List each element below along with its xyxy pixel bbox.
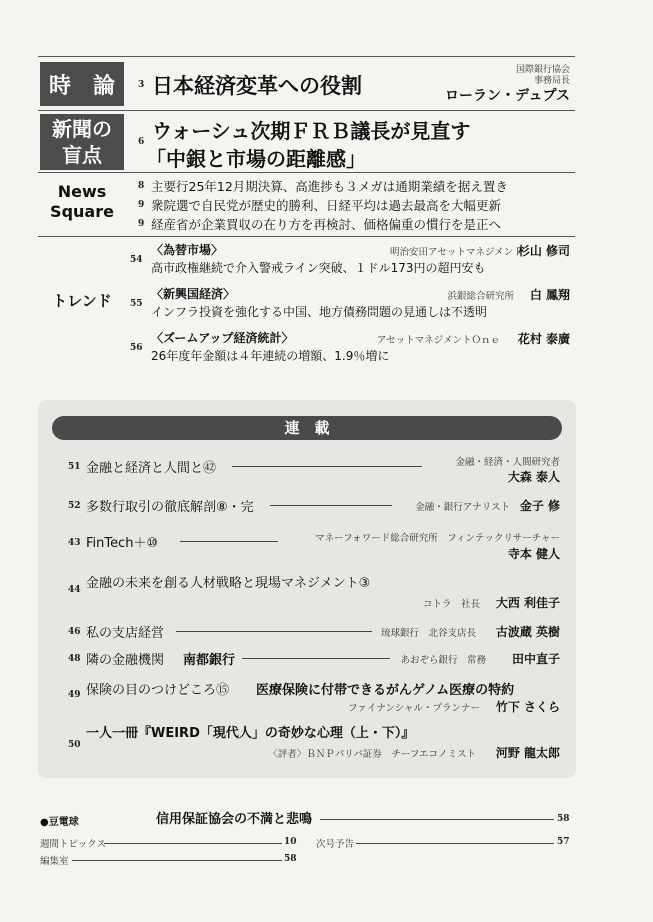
rensai-title-5: 私の支店経営 (86, 626, 165, 641)
jiron-title: 日本経済変革への役割 (152, 73, 362, 98)
trend-author-1: 杉山 修司 (517, 244, 570, 258)
editor-page: 58 (284, 854, 297, 864)
shinbun-label (40, 114, 124, 170)
news-label-2: Square (50, 202, 114, 221)
trend-title-3: 〈ズームアップ経済統計〉 (151, 331, 294, 345)
news-item-3: 経産省が企業買収の在り方を再検討、価格偏重の慣行を是正へ (151, 217, 502, 232)
trend-org-3: アセットマネジメントＯｎｅ (376, 335, 500, 346)
rensai-author-3: 寺本 健人 (507, 547, 560, 561)
rensai-org-8: 〈評者〉ＢＮＰパリバ証券 チーフエコノミスト (268, 749, 476, 760)
news-page-2: 9 (138, 200, 145, 210)
rensai-title-1: 金融と経済と人間と㊷ (86, 461, 217, 476)
rensai-org-4: コトラ 社長 (422, 599, 480, 610)
editor-label: 編集室 (40, 856, 69, 867)
trend-author-2: 白 鳳翔 (529, 288, 570, 302)
topics-page: 10 (284, 837, 297, 847)
rensai-page-3: 43 (68, 538, 81, 548)
leader-line (356, 843, 554, 844)
rensai-author-4: 大西 利佳子 (495, 596, 560, 610)
news-item-1: 主要行25年12月期決算、高進捗も３メガは通期業績を据え置き (151, 179, 508, 194)
shinbun-title-2: 「中銀と市場の距離感」 (146, 147, 366, 171)
news-page-3: 9 (138, 219, 145, 229)
rensai-title-2: 多数行取引の徹底解剖⑧・完 (86, 500, 254, 515)
jiron-page: 3 (138, 80, 145, 90)
rensai-author-5: 古波蔵 英樹 (495, 625, 560, 639)
rensai-subtitle-7: 医療保険に付帯できるがんゲノム医療の特約 (256, 683, 515, 698)
rensai-author-1: 大森 泰人 (507, 470, 560, 484)
news-item-2: 衆院選で自民党が歴史的勝利、日経平均は過去最高を大幅更新 (151, 198, 502, 213)
trend-text-2: インフラ投資を強化する中国、地方債務問題の見通しは不透明 (151, 305, 488, 319)
rensai-title-7: 保険の目のつけどころ⑮ (86, 683, 230, 698)
rensai-page-7: 49 (68, 690, 81, 700)
rensai-title-4: 金融の未来を創る人材戦略と現場マネジメント③ (86, 576, 371, 591)
rensai-page-8: 50 (68, 740, 81, 750)
rensai-org-1: 金融・経済・人間研究者 (455, 457, 560, 468)
rule (38, 236, 575, 237)
rensai-author-2: 金子 修 (519, 499, 560, 513)
news-label (40, 182, 124, 222)
trend-page-2: 55 (130, 299, 143, 309)
trend-org-1: 明治安田アセットマネジメント (390, 247, 523, 258)
leader-line (176, 631, 372, 632)
jiron-label: 時 論 (40, 62, 124, 106)
rensai-org-3: マネーフォワード総合研究所 フィンテックリサーチャー (315, 533, 560, 544)
rensai-subtitle-6: 南都銀行 (183, 653, 236, 668)
rensai-title-8: 一人一冊『WEIRD「現代人」の奇妙な心理（上・下）』 (86, 726, 415, 741)
jiron-role: 事務局長 (533, 76, 570, 86)
rensai-page-2: 52 (68, 501, 81, 511)
leader-line (232, 466, 422, 467)
leader-line (180, 541, 278, 542)
rensai-header: 連 載 (52, 416, 562, 440)
trend-title-1: 〈為替市場〉 (151, 243, 224, 257)
next-label: 次号予告 (316, 839, 355, 850)
leader-line (72, 860, 282, 861)
rule (38, 172, 575, 173)
shinbun-page: 6 (138, 137, 145, 147)
news-label-1: News (57, 182, 107, 201)
trend-label: トレンド (52, 292, 112, 310)
rensai-page-1: 51 (68, 462, 81, 472)
leader-line (242, 658, 390, 659)
shinbun-label-1: 新聞の (52, 117, 112, 141)
rensai-title-3: FinTech＋⑩ (86, 536, 159, 551)
shinbun-title-1: ウォーシュ次期ＦＲＢ議長が見直す (152, 119, 471, 143)
rule (38, 110, 575, 111)
topics-label: 週間トピックス (40, 839, 107, 850)
leader-line (104, 843, 282, 844)
trend-text-1: 高市政権継続で介入警戒ライン突破、１ドル173円の超円安も (151, 261, 486, 275)
trend-author-3: 花村 泰廣 (517, 332, 570, 346)
mamedenkyu-page: 58 (557, 814, 570, 824)
rensai-page-6: 48 (68, 654, 81, 664)
trend-page-1: 54 (130, 255, 143, 265)
top-rule (38, 56, 575, 57)
trend-title-2: 〈新興国経済〉 (151, 287, 236, 301)
trend-org-2: 浜銀総合研究所 (447, 291, 514, 302)
news-page-1: 8 (138, 181, 145, 191)
mamedenkyu-label: ●豆電球 (40, 817, 79, 828)
rensai-page-4: 44 (68, 585, 81, 595)
rensai-org-2: 金融・銀行アナリスト (415, 502, 510, 513)
next-page: 57 (557, 837, 570, 847)
rensai-org-5: 琉球銀行 北谷支店長 (380, 628, 476, 639)
leader-line (270, 505, 392, 506)
rensai-author-7: 竹下 さくら (495, 700, 560, 714)
shinbun-label-2: 盲点 (62, 143, 102, 167)
leader-line (320, 819, 554, 820)
trend-page-3: 56 (130, 343, 143, 353)
rensai-org-7: ファイナンシャル・プランナー (348, 703, 480, 714)
trend-text-3: 26年度年金額は４年連続の増額、1.9％増に (151, 349, 390, 363)
rensai-page-5: 46 (68, 627, 81, 637)
mamedenkyu-title: 信用保証協会の不満と悲鳴 (156, 812, 313, 827)
rensai-title-6: 隣の金融機関 (86, 653, 165, 668)
rensai-org-6: あおぞら銀行 常務 (400, 655, 486, 666)
rensai-author-8: 河野 龍太郎 (495, 746, 560, 760)
jiron-author: ローラン・デュプス (444, 88, 570, 104)
rensai-author-6: 田中直子 (511, 652, 560, 666)
jiron-org: 国際銀行協会 (515, 65, 570, 75)
